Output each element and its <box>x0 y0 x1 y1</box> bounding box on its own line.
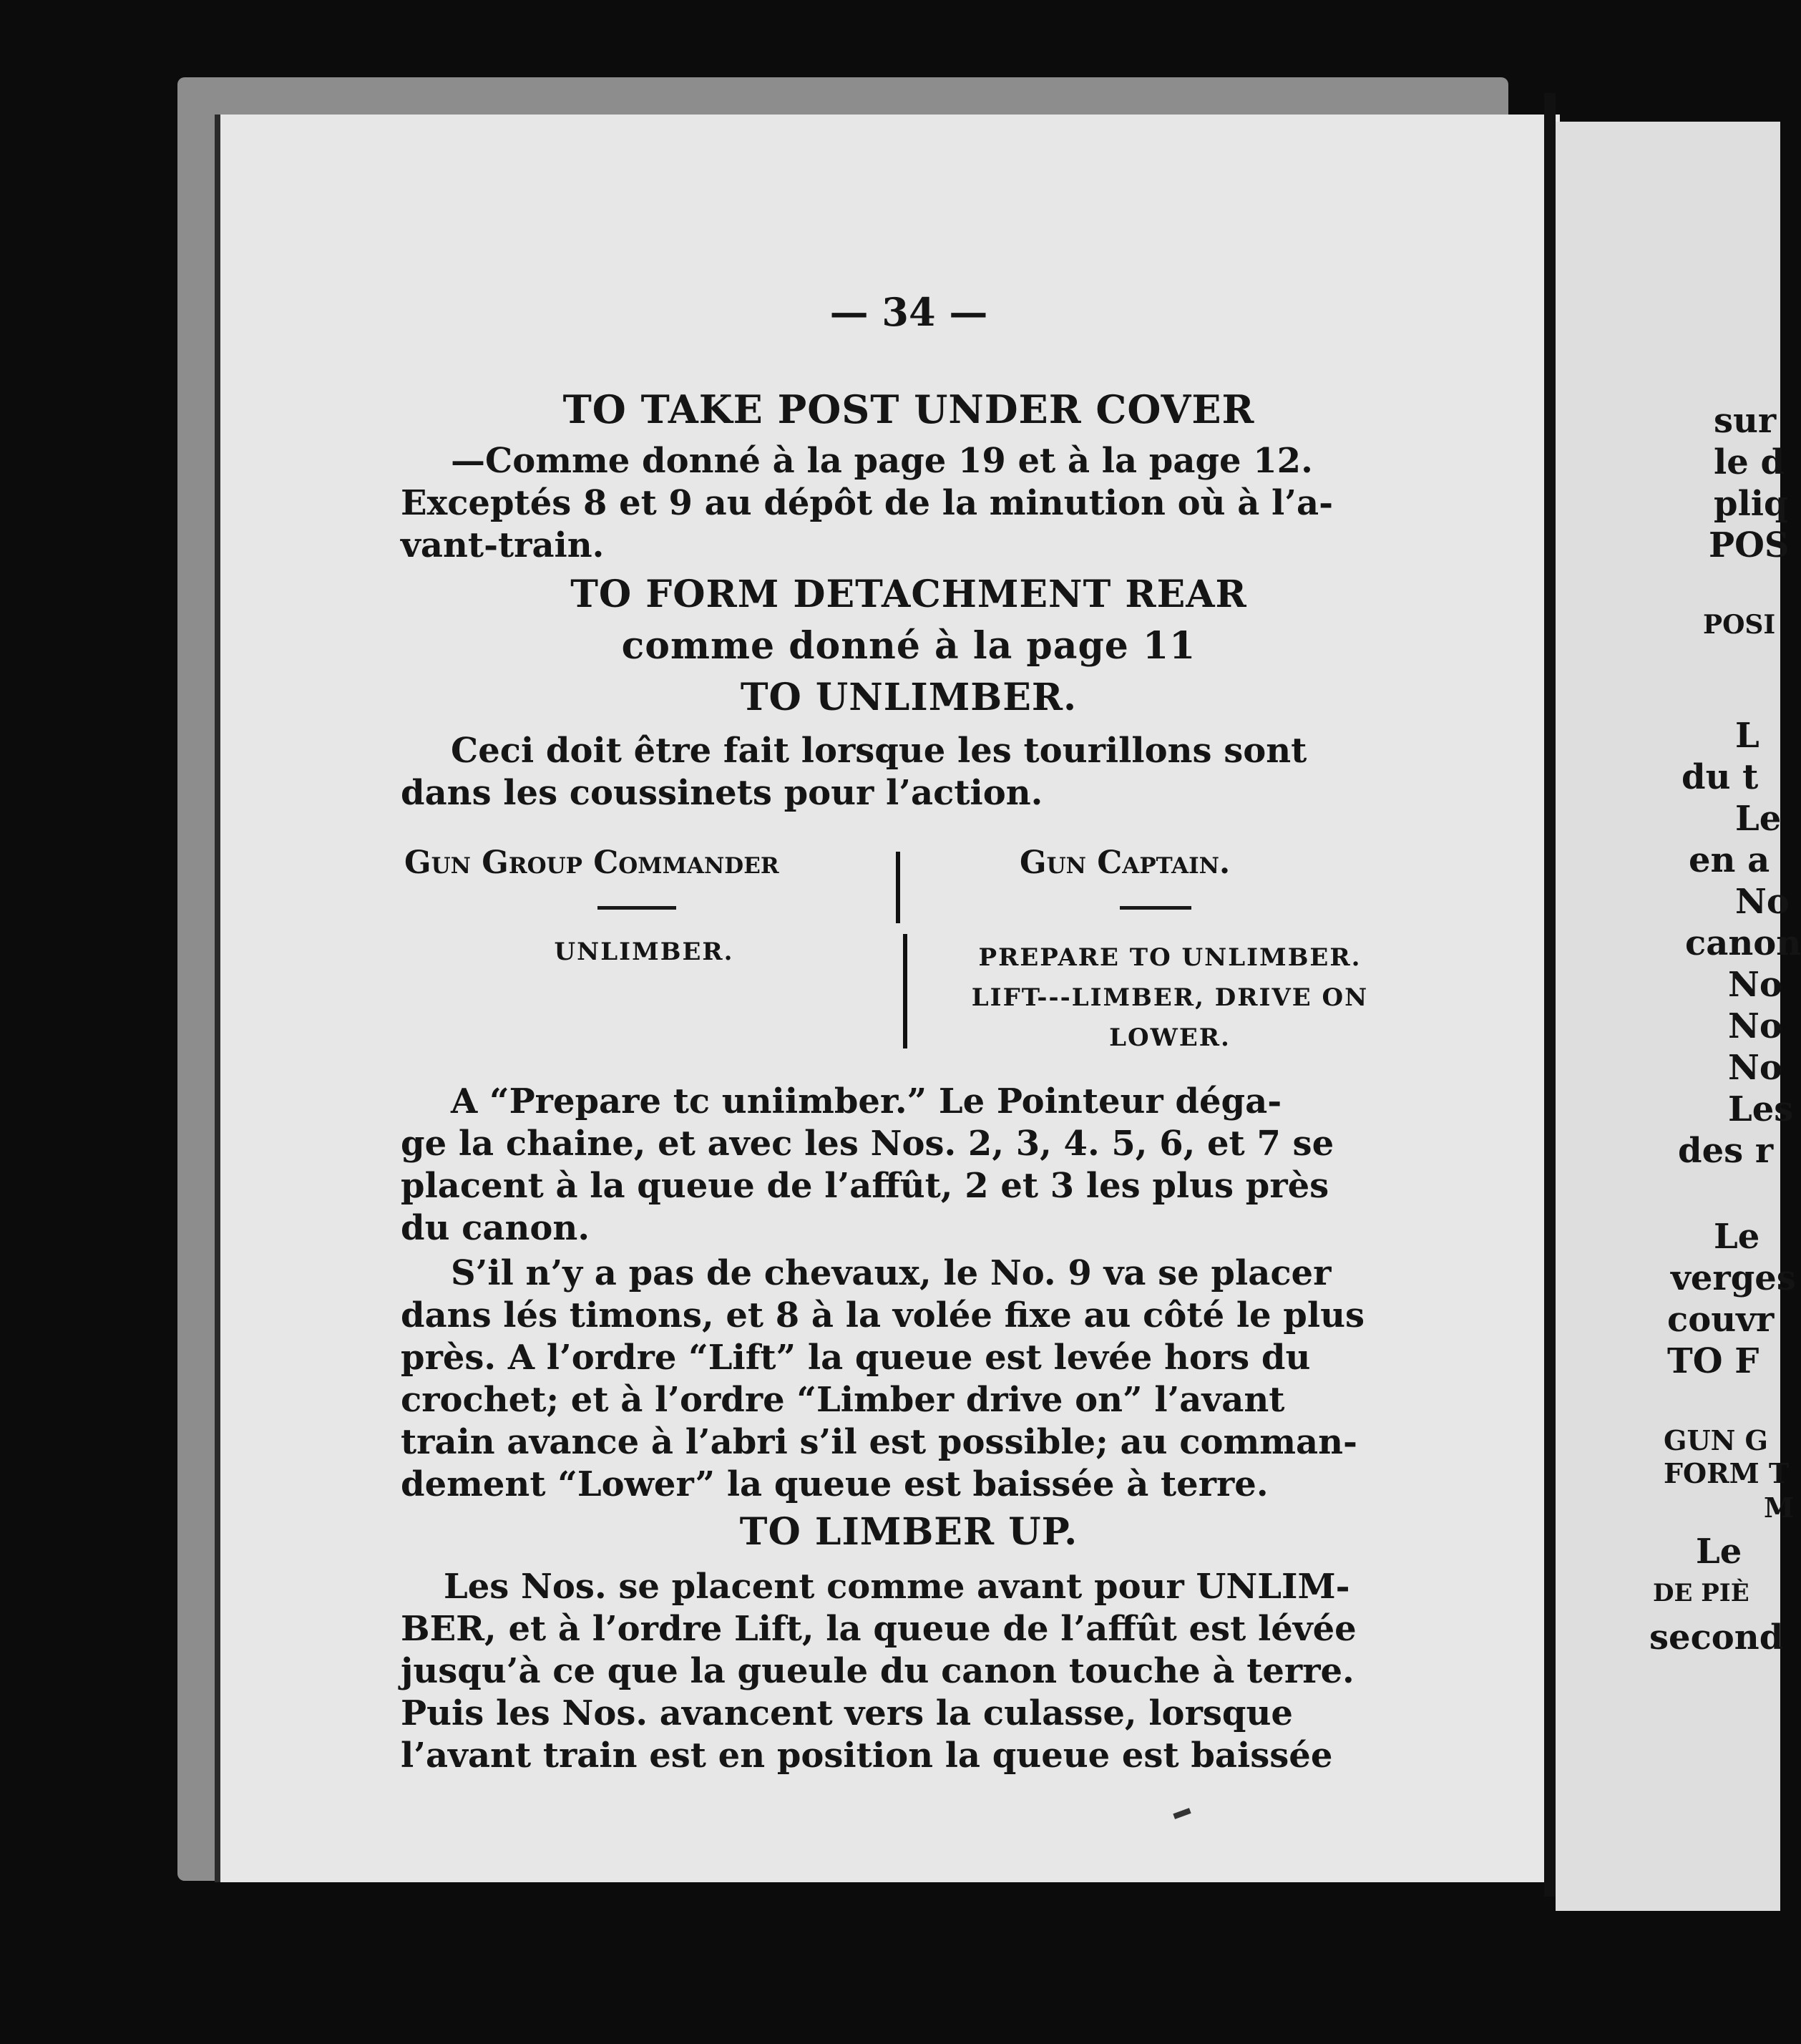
para-cover-line2: Exceptés 8 et 9 au dépôt de la minution où à l’a- <box>401 483 1334 523</box>
para-c-line5: l’avant train est en position la queue est baissée <box>401 1736 1333 1776</box>
para-c-line4: Puis les Nos. avancent vers la culasse, lorsque <box>401 1693 1293 1733</box>
para-b-line3: près. A l’ordre “Lift” la queue est levée hors du <box>401 1338 1311 1378</box>
col-head-gun-captain: Gun Captain. <box>1020 845 1231 881</box>
para-c-line3: jusqu’à ce que la gueule du canon touche à terre. <box>401 1651 1355 1691</box>
heading-limber-up: TO LIMBER UP. <box>739 1510 1078 1554</box>
right-fragment: Les <box>1728 1089 1794 1129</box>
right-fragment: Le <box>1714 1217 1760 1257</box>
para-b-line4: crochet; et à l’ordre “Limber drive on” l’avant <box>401 1380 1285 1420</box>
right-fragment: GUN G <box>1664 1424 1769 1456</box>
right-fragment: No <box>1728 1006 1782 1046</box>
para-b-line6: dement “Lower” la queue est baissée à terre. <box>401 1464 1269 1504</box>
para-a-line3: placent à la queue de l’affût, 2 et 3 les plus près <box>401 1166 1329 1206</box>
right-fragment: POS <box>1709 525 1790 565</box>
right-fragment: M <box>1764 1491 1795 1524</box>
right-fragment: du t <box>1682 757 1759 797</box>
heading-unlimber: TO UNLIMBER. <box>740 676 1078 719</box>
col-head-gun-group-commander: Gun Group Commander <box>404 845 779 881</box>
para-a-line4: du canon. <box>401 1208 590 1248</box>
heading-form-detachment: TO FORM DETACHMENT REAR <box>570 573 1247 616</box>
right-fragment: pliq <box>1714 484 1788 524</box>
para-b-line5: train avance à l’abri s’il est possible; au comman- <box>401 1422 1357 1462</box>
right-fragment: No <box>1728 1048 1782 1088</box>
right-fragment: des r <box>1678 1131 1774 1171</box>
right-fragment: POSI <box>1703 610 1776 640</box>
right-fragment: No <box>1728 965 1782 1005</box>
right-fragment: en a <box>1689 840 1770 880</box>
right-fragment: FORM T <box>1664 1457 1790 1489</box>
table-divider-top <box>896 852 900 923</box>
right-fragment: Le <box>1696 1532 1742 1572</box>
right-fragment: DE PIÈ <box>1653 1579 1749 1607</box>
heading-take-post: TO TAKE POST UNDER COVER <box>562 386 1255 432</box>
right-fragment: TO F <box>1667 1341 1759 1381</box>
para-a-line1: A “Prepare tc uniimber.” Le Pointeur déga- <box>451 1081 1282 1121</box>
command-unlimber: UNLIMBER. <box>554 938 734 966</box>
para-unlimber-line1: Ceci doit être fait lorsque les tourillons sont <box>451 731 1307 771</box>
right-fragment: second <box>1649 1617 1784 1658</box>
right-fragment: L <box>1735 716 1759 756</box>
right-fragment: sur <box>1714 401 1777 441</box>
right-fragment: verges <box>1671 1258 1796 1298</box>
para-unlimber-line2: dans les coussinets pour l’action. <box>401 773 1043 813</box>
para-b-line2: dans lés timons, et 8 à la volée fixe au côté le plus <box>401 1295 1365 1335</box>
command-prepare-to-unlimber: PREPARE TO UNLIMBER. <box>978 943 1362 972</box>
rule-col1 <box>597 906 676 910</box>
right-fragment: le d <box>1714 442 1785 482</box>
book-gutter <box>1544 93 1556 1897</box>
para-a-line2: ge la chaine, et avec les Nos. 2, 3, 4. 5, 6, et 7 se <box>401 1124 1334 1164</box>
page-number: — 34 — <box>829 289 988 335</box>
right-fragment: No <box>1735 882 1790 922</box>
rule-col2 <box>1120 906 1191 910</box>
para-b-line1: S’il n’y a pas de chevaux, le No. 9 va se placer <box>451 1253 1332 1293</box>
right-fragment: Le <box>1735 799 1782 839</box>
command-lower: LOWER. <box>1109 1023 1231 1052</box>
command-lift-limber-drive-on: LIFT---LIMBER, DRIVE ON <box>971 983 1369 1012</box>
para-c-line1: Les Nos. se placent comme avant pour UNLIM- <box>444 1567 1350 1607</box>
right-fragment: couvr <box>1667 1300 1775 1340</box>
para-c-line2: BER, et à l’ordre Lift, la queue de l’affût est lévée <box>401 1609 1357 1649</box>
para-cover-line3: vant-train. <box>401 525 605 565</box>
right-fragment: canon <box>1685 923 1801 963</box>
subheading-detachment: comme donné à la page 11 <box>621 624 1196 668</box>
para-cover-line1: —Comme donné à la page 19 et à la page 12. <box>451 441 1313 481</box>
table-divider-bottom <box>903 934 907 1048</box>
